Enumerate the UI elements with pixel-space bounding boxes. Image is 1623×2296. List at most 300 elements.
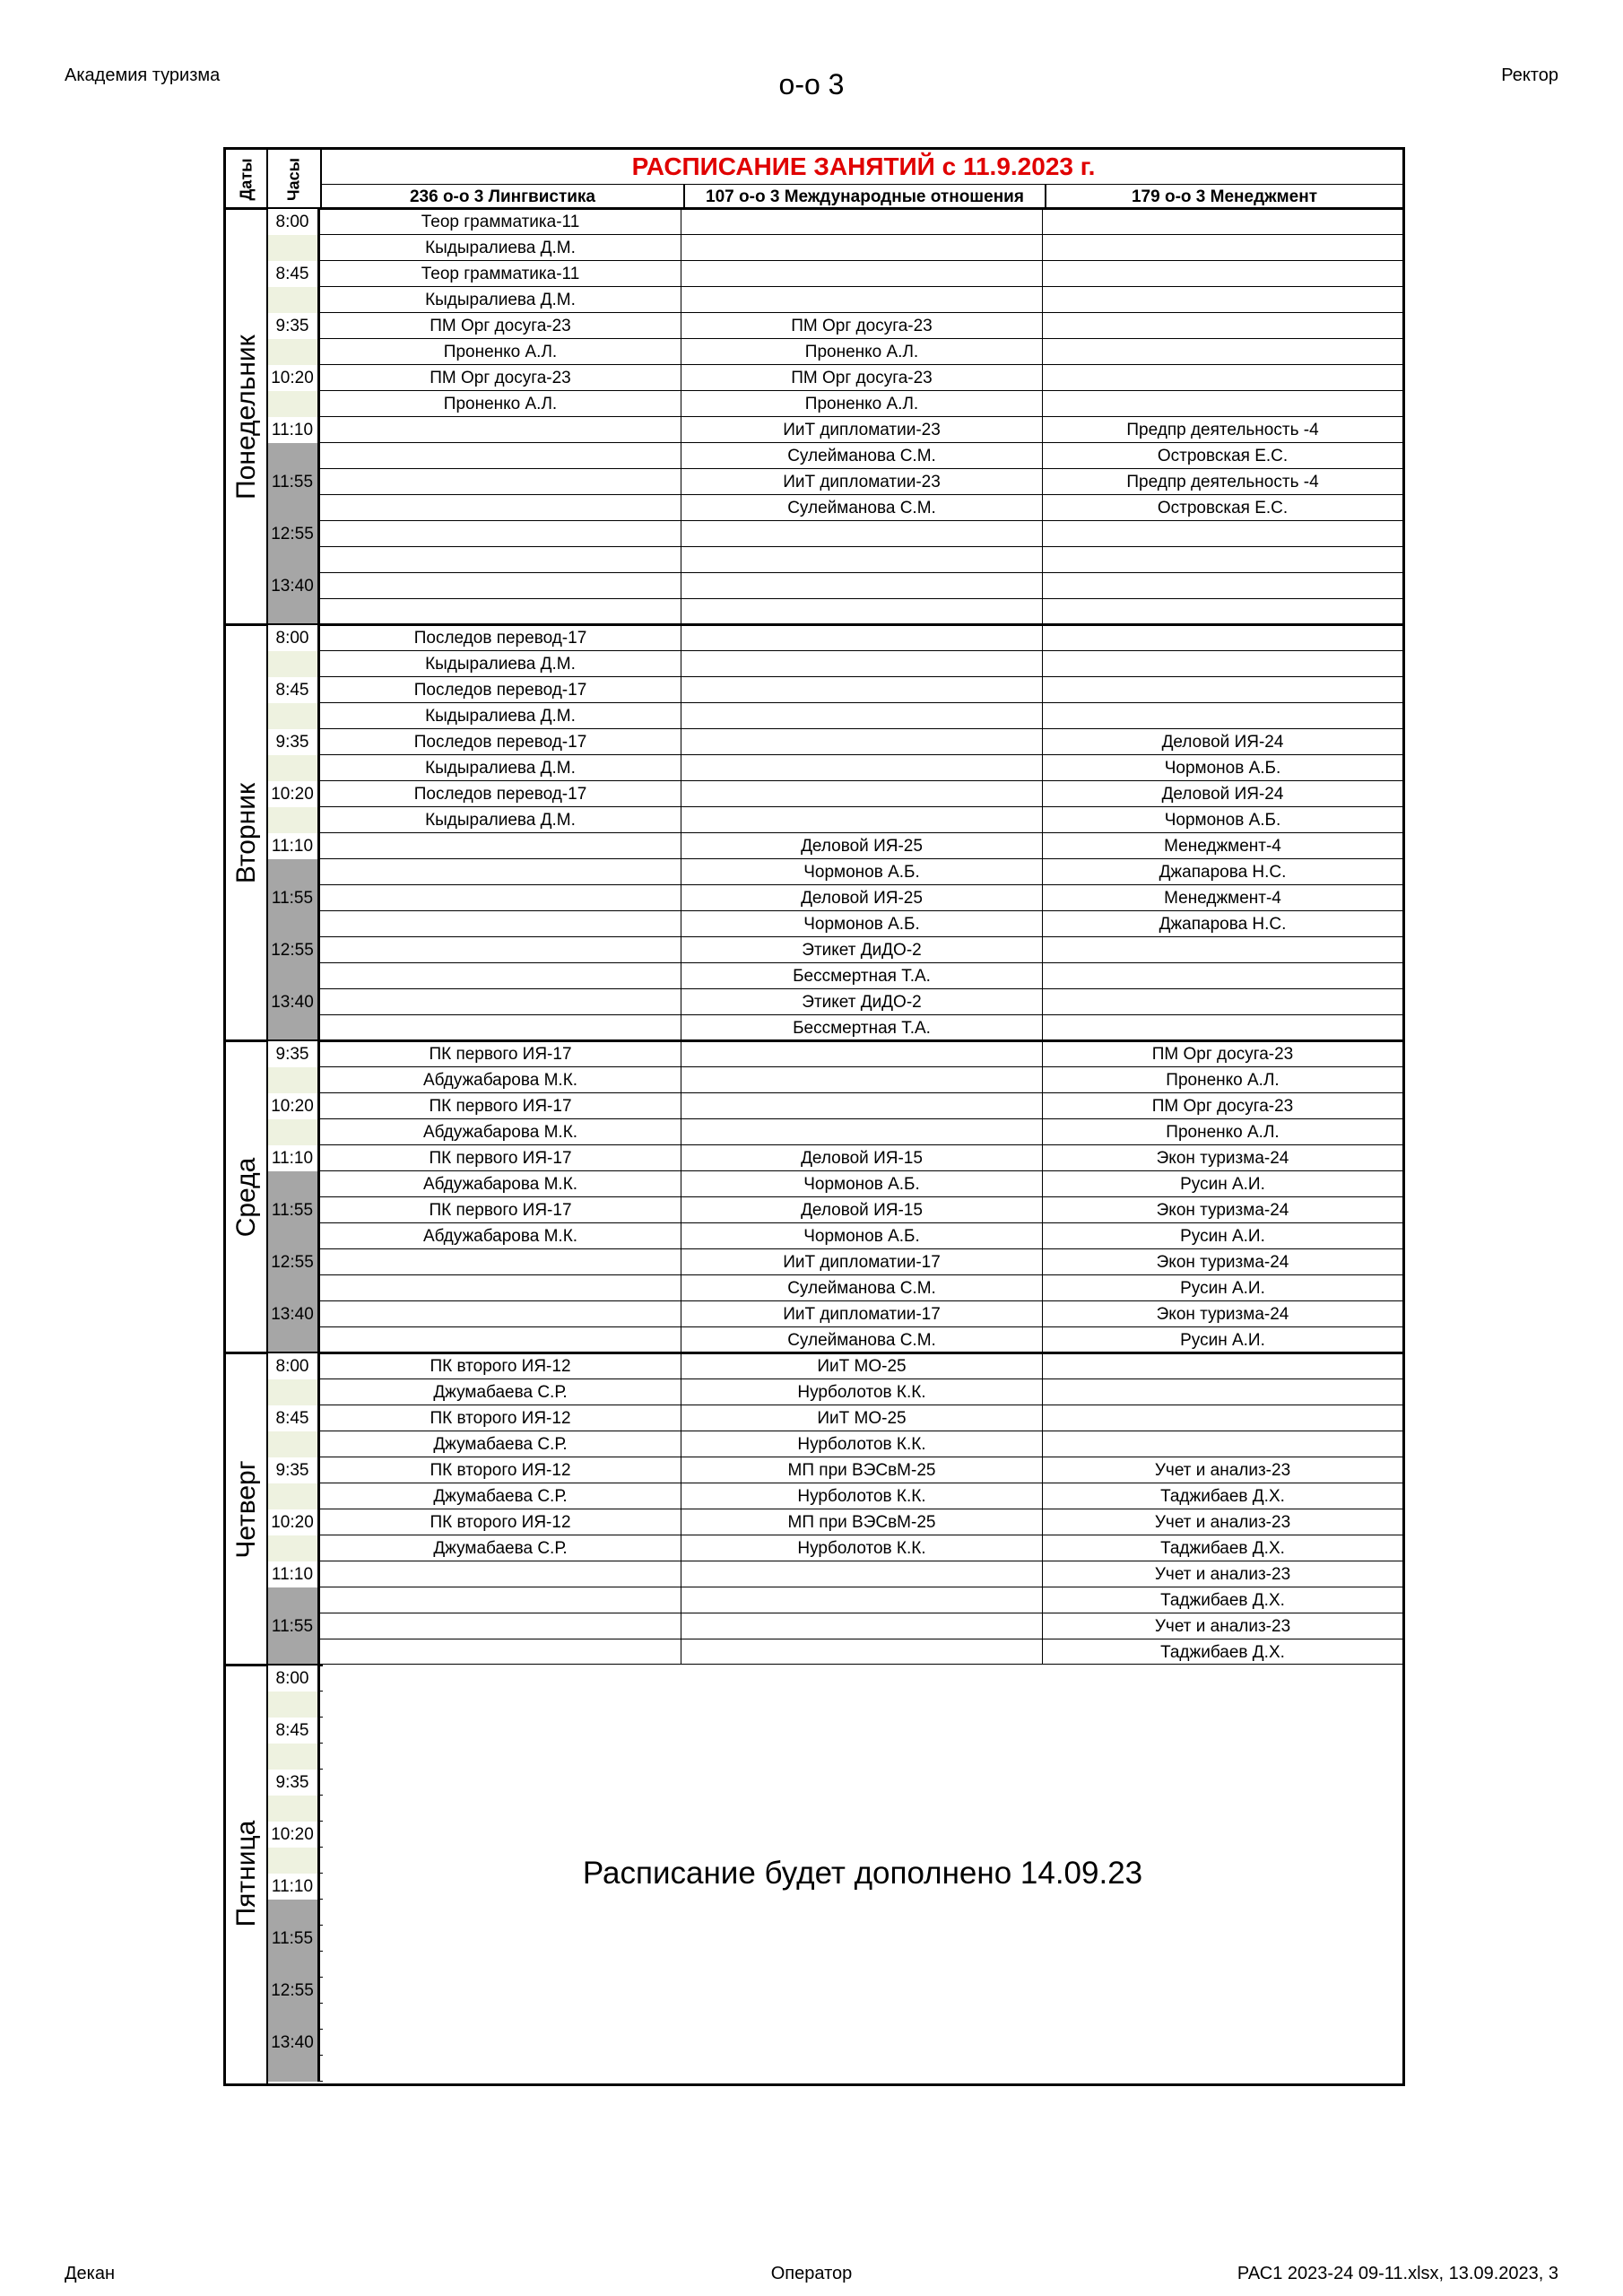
time-cell: 11:10 [267, 833, 319, 859]
time-cell [267, 1015, 319, 1041]
table-row [267, 625, 1402, 651]
table-row [267, 521, 1402, 547]
class-cell-2: ПМ Орг досуга-23 [681, 365, 1042, 391]
class-cell-2: Чормонов А.Б. [681, 1223, 1042, 1249]
time-cell [267, 599, 319, 625]
time-cell: 9:35 [267, 1457, 319, 1483]
day-label: Вторник [231, 782, 261, 884]
time-cell [267, 495, 319, 521]
group-header-3: 179 о-о 3 Менеджмент [1045, 184, 1402, 209]
time-cell: 8:00 [267, 1665, 319, 1692]
date-column-divider [266, 150, 268, 2083]
table-row [267, 1015, 1402, 1041]
table-row [267, 807, 1402, 833]
class-cell-3: Менеджмент-4 [1042, 885, 1402, 911]
table-row [267, 1223, 1402, 1249]
notice-message: Расписание будет дополнено 14.09.23 [323, 1665, 1402, 2083]
class-cell-1: ПК второго ИЯ-12 [319, 1353, 681, 1379]
class-cell-3: Русин А.И. [1042, 1223, 1402, 1249]
class-cell-1 [319, 833, 681, 859]
class-cell-1: Абдужабарова М.К. [319, 1119, 681, 1145]
footer-dean: Декан [65, 2264, 116, 2283]
table-row [267, 1301, 1402, 1327]
group-header-1: 236 о-о 3 Лингвистика [322, 184, 683, 209]
class-cell-2: ИиТ дипломатии-23 [681, 469, 1042, 495]
class-cell-2 [681, 1093, 1042, 1119]
table-row [267, 703, 1402, 729]
class-cell-1: Абдужабарова М.К. [319, 1067, 681, 1093]
class-cell-3 [1042, 1015, 1402, 1041]
class-cell-2 [681, 1041, 1042, 1067]
class-cell-3: Русин А.И. [1042, 1275, 1402, 1301]
table-row [267, 287, 1402, 313]
time-cell: 8:45 [267, 261, 319, 287]
class-cell-3 [1042, 1353, 1402, 1379]
class-cell-2: Сулейманова С.М. [681, 495, 1042, 521]
class-cell-3: Учет и анализ-23 [1042, 1457, 1402, 1483]
day-label: Четверг [231, 1460, 261, 1559]
table-row [267, 339, 1402, 365]
table-row [267, 1587, 1402, 1613]
class-cell-1: Кыдыралиева Д.М. [319, 651, 681, 677]
time-cell [267, 1952, 319, 1978]
table-row [267, 417, 1402, 443]
class-cell-1 [319, 1327, 681, 1353]
time-cell [267, 651, 319, 677]
class-cell-2 [681, 1639, 1042, 1665]
time-cell: 8:00 [267, 625, 319, 651]
time-cell: 8:45 [267, 1718, 319, 1744]
time-cell: 10:20 [267, 365, 319, 391]
time-cell [267, 1067, 319, 1093]
class-cell-1: Джумабаева С.Р. [319, 1483, 681, 1509]
time-cell: 13:40 [267, 573, 319, 599]
table-row [267, 755, 1402, 781]
time-cell: 12:55 [267, 937, 319, 963]
table-row [267, 1249, 1402, 1275]
table-row [267, 1275, 1402, 1301]
time-cell [267, 1327, 319, 1353]
table-row [267, 1613, 1402, 1639]
class-cell-2: Нурболотов К.К. [681, 1483, 1042, 1509]
time-cell [267, 859, 319, 885]
class-cell-3 [1042, 599, 1402, 625]
time-cell [267, 1275, 319, 1301]
class-cell-1 [319, 547, 681, 573]
class-cell-1: Кыдыралиева Д.М. [319, 287, 681, 313]
table-row [267, 1327, 1402, 1353]
class-cell-3 [1042, 261, 1402, 287]
table-row [267, 313, 1402, 339]
class-cell-3: Таджибаев Д.Х. [1042, 1639, 1402, 1665]
table-row [267, 911, 1402, 937]
class-cell-3 [1042, 313, 1402, 339]
class-cell-2 [681, 573, 1042, 599]
table-row [267, 677, 1402, 703]
class-cell-2 [681, 781, 1042, 807]
class-cell-2: Деловой ИЯ-25 [681, 885, 1042, 911]
class-cell-1: ПК первого ИЯ-17 [319, 1197, 681, 1223]
time-cell: 11:10 [267, 1145, 319, 1171]
dates-header: Даты [226, 150, 267, 209]
class-cell-2 [681, 547, 1042, 573]
time-cell [267, 807, 319, 833]
time-cell: 9:35 [267, 313, 319, 339]
class-cell-3: Русин А.И. [1042, 1171, 1402, 1197]
class-cell-2 [681, 807, 1042, 833]
class-cell-3 [1042, 339, 1402, 365]
class-cell-1: Джумабаева С.Р. [319, 1535, 681, 1561]
class-cell-3 [1042, 1431, 1402, 1457]
class-cell-2: Чормонов А.Б. [681, 1171, 1042, 1197]
table-row [267, 1379, 1402, 1405]
class-cell-1: Последов перевод-17 [319, 729, 681, 755]
class-cell-2: Проненко А.Л. [681, 339, 1042, 365]
table-row [267, 833, 1402, 859]
class-cell-2: ПМ Орг досуга-23 [681, 313, 1042, 339]
table-row [267, 1483, 1402, 1509]
class-cell-1: Проненко А.Л. [319, 391, 681, 417]
time-cell: 12:55 [267, 1978, 319, 2004]
class-cell-3: Таджибаев Д.Х. [1042, 1587, 1402, 1613]
table-row [267, 1197, 1402, 1223]
class-cell-2: Нурболотов К.К. [681, 1535, 1042, 1561]
class-cell-2: Нурболотов К.К. [681, 1379, 1042, 1405]
table-row [267, 391, 1402, 417]
table-row [267, 1093, 1402, 1119]
time-cell [267, 2004, 319, 2030]
day-label: Среда [231, 1157, 261, 1238]
class-cell-3 [1042, 235, 1402, 261]
time-cell: 11:55 [267, 1613, 319, 1639]
class-cell-3: Чормонов А.Б. [1042, 807, 1402, 833]
class-cell-1 [319, 1275, 681, 1301]
class-cell-1 [319, 1301, 681, 1327]
class-cell-2 [681, 729, 1042, 755]
class-cell-2 [681, 651, 1042, 677]
class-cell-1: Кыдыралиева Д.М. [319, 755, 681, 781]
time-cell: 11:10 [267, 1874, 319, 1900]
table-row [267, 599, 1402, 625]
class-cell-1: Теор грамматика-11 [319, 261, 681, 287]
time-cell: 10:20 [267, 781, 319, 807]
class-cell-2: Деловой ИЯ-25 [681, 833, 1042, 859]
class-cell-1: ПМ Орг досуга-23 [319, 365, 681, 391]
class-cell-1: Абдужабарова М.К. [319, 1171, 681, 1197]
class-cell-1: Кыдыралиева Д.М. [319, 703, 681, 729]
time-cell [267, 1587, 319, 1613]
class-cell-1: Проненко А.Л. [319, 339, 681, 365]
class-cell-2: Чормонов А.Б. [681, 859, 1042, 885]
class-cell-3 [1042, 963, 1402, 989]
time-cell: 13:40 [267, 989, 319, 1015]
table-row [267, 235, 1402, 261]
class-cell-1 [319, 885, 681, 911]
class-cell-2: МП при ВЭСвМ-25 [681, 1457, 1042, 1483]
class-cell-2: Деловой ИЯ-15 [681, 1197, 1042, 1223]
table-row [267, 1509, 1402, 1535]
class-cell-3 [1042, 651, 1402, 677]
table-row [267, 885, 1402, 911]
time-cell [267, 547, 319, 573]
class-cell-3 [1042, 521, 1402, 547]
class-cell-3: Островская Е.С. [1042, 495, 1402, 521]
class-cell-3: Экон туризма-24 [1042, 1249, 1402, 1275]
table-row [267, 963, 1402, 989]
class-cell-2: Деловой ИЯ-15 [681, 1145, 1042, 1171]
class-cell-1: ПК первого ИЯ-17 [319, 1041, 681, 1067]
class-cell-3: ПМ Орг досуга-23 [1042, 1093, 1402, 1119]
class-cell-2: МП при ВЭСвМ-25 [681, 1509, 1042, 1535]
day-label: Понедельник [231, 335, 261, 500]
time-cell: 8:45 [267, 677, 319, 703]
time-cell [267, 703, 319, 729]
time-cell [267, 911, 319, 937]
table-row [267, 261, 1402, 287]
time-cell: 10:20 [267, 1093, 319, 1119]
class-cell-1 [319, 1249, 681, 1275]
day-label: Пятница [231, 1820, 261, 1927]
table-row [267, 1171, 1402, 1197]
class-cell-3: Деловой ИЯ-24 [1042, 729, 1402, 755]
time-cell [267, 391, 319, 417]
class-cell-3 [1042, 1379, 1402, 1405]
class-cell-3 [1042, 547, 1402, 573]
table-row [267, 443, 1402, 469]
class-cell-2 [681, 1067, 1042, 1093]
class-cell-2 [681, 1561, 1042, 1587]
table-row [267, 1145, 1402, 1171]
class-cell-1: ПК первого ИЯ-17 [319, 1145, 681, 1171]
table-row [267, 495, 1402, 521]
class-cell-1: ПК второго ИЯ-12 [319, 1405, 681, 1431]
class-cell-2 [681, 209, 1042, 235]
class-cell-3 [1042, 1405, 1402, 1431]
class-cell-1: Последов перевод-17 [319, 781, 681, 807]
class-cell-2: Сулейманова С.М. [681, 1327, 1042, 1353]
class-cell-3: Чормонов А.Б. [1042, 755, 1402, 781]
time-cell: 10:20 [267, 1822, 319, 1848]
time-cell: 12:55 [267, 1249, 319, 1275]
time-cell: 11:55 [267, 1926, 319, 1952]
table-row [267, 573, 1402, 599]
class-cell-2: Этикет ДиДО-2 [681, 989, 1042, 1015]
time-cell [267, 755, 319, 781]
class-cell-3: Предпр деятельность -4 [1042, 417, 1402, 443]
class-cell-1: Абдужабарова М.К. [319, 1223, 681, 1249]
time-cell: 9:35 [267, 729, 319, 755]
class-cell-1 [319, 1561, 681, 1587]
table-row [267, 209, 1402, 235]
class-cell-2 [681, 625, 1042, 651]
time-cell [267, 1483, 319, 1509]
class-cell-2: Чормонов А.Б. [681, 911, 1042, 937]
class-cell-1 [319, 573, 681, 599]
class-cell-3 [1042, 989, 1402, 1015]
class-cell-1 [319, 599, 681, 625]
table-row [267, 859, 1402, 885]
class-cell-3 [1042, 703, 1402, 729]
time-cell: 11:55 [267, 469, 319, 495]
class-cell-1: Последов перевод-17 [319, 625, 681, 651]
time-cell: 8:00 [267, 1353, 319, 1379]
class-cell-1: ПК первого ИЯ-17 [319, 1093, 681, 1119]
class-cell-3: Экон туризма-24 [1042, 1197, 1402, 1223]
table-row [267, 365, 1402, 391]
time-cell: 8:00 [267, 209, 319, 235]
class-cell-3: Экон туризма-24 [1042, 1301, 1402, 1327]
class-cell-3 [1042, 287, 1402, 313]
class-cell-1 [319, 1587, 681, 1613]
class-cell-3: Таджибаев Д.Х. [1042, 1483, 1402, 1509]
class-cell-1 [319, 1639, 681, 1665]
class-cell-2: Бессмертная Т.А. [681, 1015, 1042, 1041]
table-row [267, 469, 1402, 495]
time-cell: 8:45 [267, 1405, 319, 1431]
class-cell-1: Кыдыралиева Д.М. [319, 807, 681, 833]
class-cell-3: Проненко А.Л. [1042, 1067, 1402, 1093]
table-row [267, 1405, 1402, 1431]
class-cell-1 [319, 417, 681, 443]
class-cell-3: Учет и анализ-23 [1042, 1561, 1402, 1587]
class-cell-1 [319, 937, 681, 963]
class-cell-1 [319, 469, 681, 495]
class-cell-3 [1042, 365, 1402, 391]
class-cell-2: ИиТ МО-25 [681, 1405, 1042, 1431]
class-cell-3: Джапарова Н.С. [1042, 859, 1402, 885]
class-cell-2 [681, 1613, 1042, 1639]
time-cell [267, 1223, 319, 1249]
class-cell-3: Таджибаев Д.Х. [1042, 1535, 1402, 1561]
class-cell-1 [319, 963, 681, 989]
class-cell-3: Русин А.И. [1042, 1327, 1402, 1353]
table-row [267, 1067, 1402, 1093]
class-cell-3: Джапарова Н.С. [1042, 911, 1402, 937]
class-cell-2 [681, 599, 1042, 625]
time-cell [267, 287, 319, 313]
time-cell [267, 1744, 319, 1770]
header-rector: Ректор [1501, 65, 1558, 85]
table-row [267, 1353, 1402, 1379]
class-cell-3: ПМ Орг досуга-23 [1042, 1041, 1402, 1067]
header-group: о-о 3 [778, 68, 845, 100]
class-cell-1: Кыдыралиева Д.М. [319, 235, 681, 261]
class-cell-2 [681, 755, 1042, 781]
time-cell [267, 1692, 319, 1718]
time-cell: 9:35 [267, 1770, 319, 1796]
footer-file: РАС1 2023-24 09-11.xlsx, 13.09.2023, 3 [1237, 2264, 1558, 2283]
table-row [267, 651, 1402, 677]
time-cell [267, 1796, 319, 1822]
class-cell-1 [319, 521, 681, 547]
class-cell-1: Последов перевод-17 [319, 677, 681, 703]
time-cell [267, 2056, 319, 2082]
class-cell-2 [681, 235, 1042, 261]
class-cell-1: ПМ Орг досуга-23 [319, 313, 681, 339]
time-cell [267, 1119, 319, 1145]
class-cell-1 [319, 1613, 681, 1639]
class-cell-2: ИиТ дипломатии-17 [681, 1301, 1042, 1327]
class-cell-1: Джумабаева С.Р. [319, 1379, 681, 1405]
class-cell-3: Островская Е.С. [1042, 443, 1402, 469]
class-cell-2 [681, 1587, 1042, 1613]
time-cell [267, 1900, 319, 1926]
class-cell-1: Теор грамматика-11 [319, 209, 681, 235]
table-row [267, 1431, 1402, 1457]
class-cell-3: Деловой ИЯ-24 [1042, 781, 1402, 807]
table-row [267, 781, 1402, 807]
table-row [267, 1561, 1402, 1587]
class-cell-3: Менеджмент-4 [1042, 833, 1402, 859]
time-cell [267, 1171, 319, 1197]
class-cell-3: Экон туризма-24 [1042, 1145, 1402, 1171]
schedule-table [223, 147, 1405, 2086]
time-cell: 10:20 [267, 1509, 319, 1535]
footer-operator: Оператор [770, 2264, 853, 2283]
class-cell-3: Предпр деятельность -4 [1042, 469, 1402, 495]
class-cell-2: ИиТ дипломатии-23 [681, 417, 1042, 443]
time-cell: 9:35 [267, 1041, 319, 1067]
class-cell-3: Учет и анализ-23 [1042, 1613, 1402, 1639]
class-cell-2: Бессмертная Т.А. [681, 963, 1042, 989]
class-cell-2 [681, 521, 1042, 547]
time-cell [267, 963, 319, 989]
table-row [267, 729, 1402, 755]
class-cell-2: ИиТ МО-25 [681, 1353, 1042, 1379]
time-cell: 13:40 [267, 2030, 319, 2056]
time-cell [267, 1379, 319, 1405]
time-cell [267, 1431, 319, 1457]
class-cell-1 [319, 989, 681, 1015]
time-cell [267, 1639, 319, 1665]
time-cell [267, 339, 319, 365]
class-cell-3 [1042, 391, 1402, 417]
class-cell-2: Проненко А.Л. [681, 391, 1042, 417]
class-cell-3: Проненко А.Л. [1042, 1119, 1402, 1145]
table-row [267, 937, 1402, 963]
time-cell: 12:55 [267, 521, 319, 547]
class-cell-2: ИиТ дипломатии-17 [681, 1249, 1042, 1275]
class-cell-1 [319, 495, 681, 521]
class-cell-2 [681, 261, 1042, 287]
time-cell [267, 1535, 319, 1561]
class-cell-1 [319, 859, 681, 885]
class-cell-2: Этикет ДиДО-2 [681, 937, 1042, 963]
time-cell [267, 1848, 319, 1874]
time-cell: 11:55 [267, 885, 319, 911]
class-cell-2: Нурболотов К.К. [681, 1431, 1042, 1457]
schedule-title: РАСПИСАНИЕ ЗАНЯТИЙ с 11.9.2023 г. [631, 152, 1096, 180]
table-row [267, 1041, 1402, 1067]
time-cell: 11:10 [267, 417, 319, 443]
class-cell-1: Джумабаева С.Р. [319, 1431, 681, 1457]
time-cell [267, 443, 319, 469]
class-cell-1 [319, 1015, 681, 1041]
class-cell-2: Сулейманова С.М. [681, 443, 1042, 469]
class-cell-2: Сулейманова С.М. [681, 1275, 1042, 1301]
table-row [267, 989, 1402, 1015]
time-cell: 13:40 [267, 1301, 319, 1327]
table-row [267, 1535, 1402, 1561]
class-cell-3 [1042, 625, 1402, 651]
table-row [267, 1119, 1402, 1145]
class-cell-1 [319, 911, 681, 937]
class-cell-2 [681, 703, 1042, 729]
class-cell-3 [1042, 209, 1402, 235]
class-cell-2 [681, 1119, 1042, 1145]
table-row [267, 1639, 1402, 1665]
class-cell-3 [1042, 573, 1402, 599]
